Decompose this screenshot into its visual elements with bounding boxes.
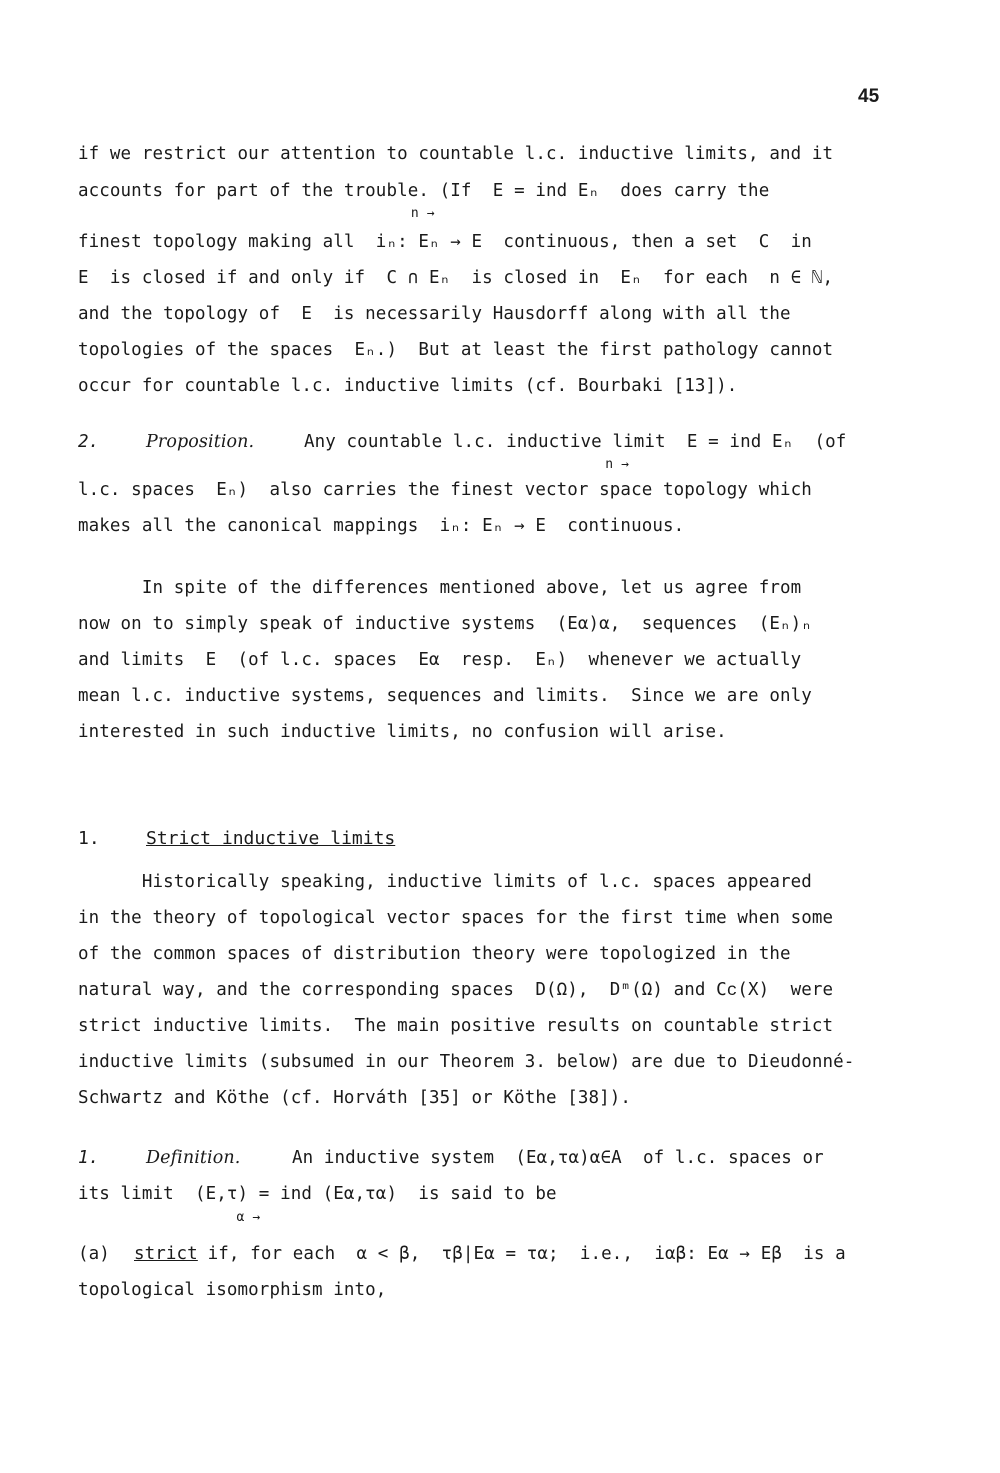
text-line: interested in such inductive limits, no confusion will arise.: [78, 722, 727, 742]
page-number: 45: [858, 86, 880, 107]
text-line: its limit (E,τ) = ind (Eα,τα) is said to be: [78, 1184, 557, 1204]
proposition-label: Proposition.: [146, 432, 255, 452]
item-term: strict: [134, 1244, 198, 1264]
section-title: Strict inductive limits: [146, 828, 396, 849]
text-line: Schwartz and Köthe (cf. Horváth [35] or Köthe [38]).: [78, 1088, 632, 1108]
text-line: topologies of the spaces Eₙ.) But at least the first pathology cannot: [78, 340, 834, 360]
text-line: An inductive system (Eα,τα)α∈A of l.c. spaces or: [292, 1148, 824, 1168]
text-line: and the topology of E is necessarily Hausdorff along with all the: [78, 304, 791, 324]
text-line: In spite of the differences mentioned above, let us agree from: [78, 578, 802, 598]
text-line: inductive limits (subsumed in our Theorem 3. below) are due to Dieudonné-: [78, 1052, 855, 1072]
text-line: natural way, and the corresponding spaces D(Ω), Dᵐ(Ω) and Cᴄ(X) were: [78, 980, 834, 1000]
text-line: topological isomorphism into,: [78, 1280, 387, 1300]
item-marker: (a): [78, 1244, 110, 1264]
text-line: of the common spaces of distribution theory were topologized in the: [78, 944, 791, 964]
text-line: in the theory of topological vector spaces for the first time when some: [78, 908, 834, 928]
text-line: makes all the canonical mappings iₙ: Eₙ → E continuous.: [78, 516, 685, 536]
text-line: now on to simply speak of inductive systems (Eα)α, sequences (Eₙ)ₙ: [78, 614, 812, 634]
text-line: and limits E (of l.c. spaces Eα resp. Eₙ) whenever we actually: [78, 650, 802, 670]
text-line: if, for each α < β, τβ|Eα = τα; i.e., iαβ: Eα → Eβ is a: [197, 1244, 846, 1264]
definition-number: 1.: [78, 1148, 100, 1168]
text-line: Any countable l.c. inductive limit E = ind Eₙ (of: [304, 432, 847, 452]
definition-label: Definition.: [146, 1148, 241, 1168]
text-line: if we restrict our attention to countable l.c. inductive limits, and it: [78, 144, 834, 164]
text-line: α →: [78, 1210, 261, 1225]
text-line: n →: [78, 206, 435, 221]
text-line: mean l.c. inductive systems, sequences and limits. Since we are only: [78, 686, 812, 706]
text-line: occur for countable l.c. inductive limits (cf. Bourbaki [13]).: [78, 376, 738, 396]
text-line: finest topology making all iₙ: Eₙ → E continuous, then a set C in: [78, 232, 812, 252]
text-line: E is closed if and only if C ∩ Eₙ is closed in Eₙ for each n ∈ ℕ,: [78, 268, 834, 288]
text-line: n →: [304, 457, 629, 472]
text-line: Historically speaking, inductive limits of l.c. spaces appeared: [78, 872, 812, 892]
text-line: strict inductive limits. The main positive results on countable strict: [78, 1016, 834, 1036]
text-line: l.c. spaces Eₙ) also carries the finest vector space topology which: [78, 480, 812, 500]
text-line: accounts for part of the trouble. (If E = ind Eₙ does carry the: [78, 181, 770, 201]
section-number: 1.: [78, 828, 100, 849]
proposition-number: 2.: [78, 432, 100, 452]
